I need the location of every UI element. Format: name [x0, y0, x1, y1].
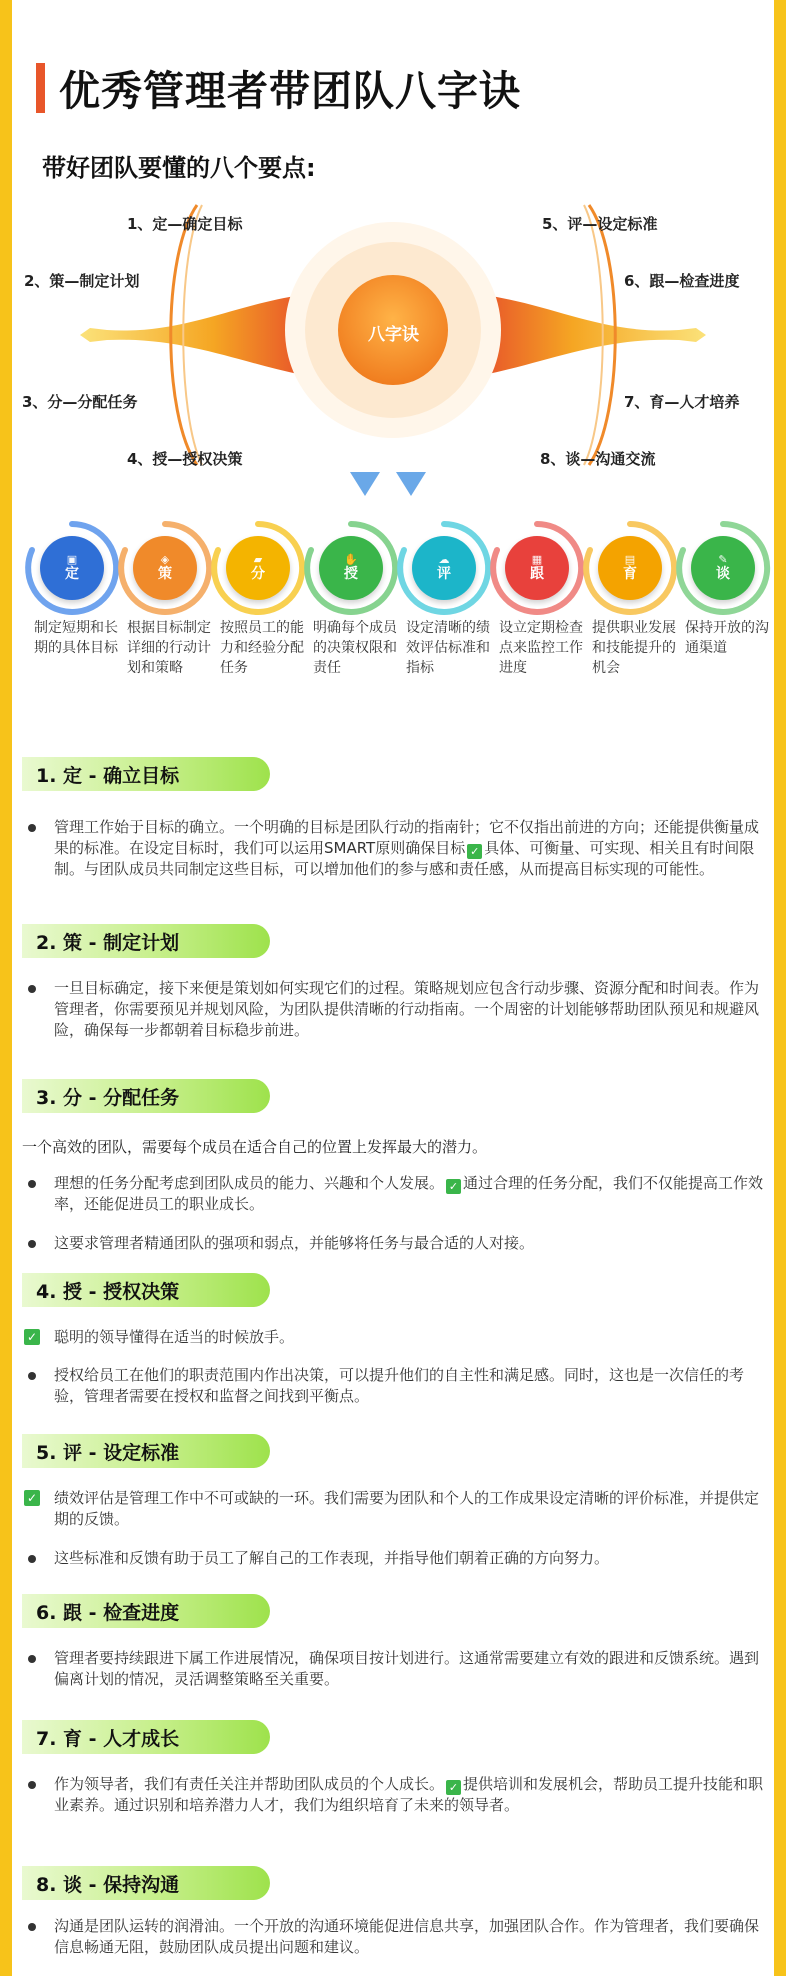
talk-icon: ✎ 谈 — [691, 536, 755, 600]
icon-item-ping — [394, 518, 494, 618]
point-6: 6、跟—检查进度 — [624, 272, 740, 290]
check-icon: ✓ — [446, 1780, 461, 1795]
icon-item-tan — [673, 518, 773, 618]
point-8: 8、谈—沟通交流 — [540, 450, 656, 468]
desc-6: 设立定期检查点来监控工作进度 — [499, 620, 583, 676]
bullet-text: 沟通是团队运转的润滑油。一个开放的沟通环境能促进信息共享，加强团队合作。作为管理者，我们要确保信息畅通无阻，鼓励团队成员提出问题和建议。 — [22, 1916, 770, 1958]
cloud-icon: ☁ 评 — [412, 536, 476, 600]
check-icon: ✓ — [24, 1329, 40, 1345]
section-heading: 8. 谈 - 保持沟通 — [22, 1866, 270, 1900]
point-3: 3、分—分配任务 — [22, 393, 138, 411]
title-block — [36, 58, 521, 117]
grid-icon: ▦ 跟 — [505, 536, 569, 600]
bullet-dot — [28, 1555, 36, 1563]
bullet-dot — [28, 985, 36, 993]
bullet-text: 理想的任务分配考虑到团队成员的能力、兴趣和个人发展。 ✓ 通过合理的任务分配，我们不仅能提高工作效率，还能促进员工的职业成长。 — [22, 1173, 770, 1215]
title-accent-bar — [36, 63, 45, 113]
section-heading: 2. 策 - 制定计划 — [22, 924, 270, 958]
point-2: 2、策—制定计划 — [24, 272, 140, 290]
check-text: ✓ 绩效评估是管理工作中不可或缺的一环。我们需要为团队和个人的工作成果设定清晰的评价标准，并提供定期的反馈。 — [22, 1488, 770, 1530]
center-label: 八字诀 — [368, 325, 419, 345]
eight-points-diagram — [12, 195, 774, 485]
check-text: ✓ 聪明的领导懂得在适当的时候放手。 — [22, 1327, 770, 1348]
icon-item-shou — [301, 518, 401, 618]
left-arrow-shape — [80, 295, 302, 375]
section-heading: 5. 评 - 设定标准 — [22, 1434, 270, 1468]
check-icon: ✓ — [24, 1490, 40, 1506]
bullet-text: 作为领导者，我们有责任关注并帮助团队成员的个人成长。 ✓ 提供培训和发展机会，帮助员工提升技能和职业素养。通过识别和培养潜力人才，我们为组织培育了未来的领导者。 — [22, 1774, 770, 1816]
document-icon: ▣ 定 — [40, 536, 104, 600]
point-7: 7、育—人才培养 — [624, 393, 740, 411]
folder-icon: ▰ 分 — [226, 536, 290, 600]
hand-icon: ✋ 授 — [319, 536, 383, 600]
bullet-text: 管理工作始于目标的确立。一个明确的目标是团队行动的指南针；它不仅指出前进的方向；还能提供衡量成果的标准。在设定目标时，我们可以运用SMART原则确保目标 ✓ 具体、可衡量、可实现、相关且有时间限制。与团队成员共同制定这些目标，可以增加他们的参与感和责任感，从而提高目标实现的可能性。 — [22, 817, 770, 880]
book-icon: ▤ 育 — [598, 536, 662, 600]
section-heading: 3. 分 - 分配任务 — [22, 1079, 270, 1113]
icon-item-yu — [580, 518, 680, 618]
section-heading: 6. 跟 - 检查进度 — [22, 1594, 270, 1628]
bullet-dot — [28, 1655, 36, 1663]
strategy-icon: ◈ 策 — [133, 536, 197, 600]
check-icon: ✓ — [467, 844, 482, 859]
chevron-down-icon — [396, 472, 426, 498]
desc-2: 根据目标制定详细的行动计划和策略 — [127, 620, 211, 676]
desc-3: 按照员工的能力和经验分配任务 — [220, 620, 304, 676]
chevron-down-icon — [350, 472, 380, 498]
bullet-dot — [28, 1372, 36, 1380]
desc-1: 制定短期和长期的具体目标 — [34, 620, 118, 656]
point-1: 1、定—确定目标 — [127, 215, 243, 233]
page-title: 优秀管理者带团队八字诀 — [59, 67, 521, 115]
icon-item-ding — [22, 518, 122, 618]
bullet-text: 一旦目标确定，接下来便是策划如何实现它们的过程。策略规划应包含行动步骤、资源分配和时间表。作为管理者，你需要预见并规划风险，为团队提供清晰的行动指南。一个周密的计划能够帮助团队预见和规避风险，确保每一步都朝着目标稳步前进。 — [22, 978, 770, 1041]
subtitle: 带好团队要懂的八个要点: — [42, 154, 316, 182]
bullet-text: 这些标准和反馈有助于员工了解自己的工作表现，并指导他们朝着正确的方向努力。 — [22, 1548, 770, 1569]
icon-item-gen — [487, 518, 587, 618]
icon-item-fen — [208, 518, 308, 618]
section-heading: 7. 育 - 人才成长 — [22, 1720, 270, 1754]
icon-item-ce — [115, 518, 215, 618]
bullet-text: 授权给员工在他们的职责范围内作出决策，可以提升他们的自主性和满足感。同时，这也是一次信任的考验，管理者需要在授权和监督之间找到平衡点。 — [22, 1365, 770, 1407]
bullet-dot — [28, 824, 36, 832]
check-icon: ✓ — [446, 1179, 461, 1194]
section-heading: 4. 授 - 授权决策 — [22, 1273, 270, 1307]
point-4: 4、授—授权决策 — [127, 450, 243, 468]
bullet-dot — [28, 1240, 36, 1248]
bullet-dot — [28, 1923, 36, 1931]
right-arrow-shape — [484, 295, 706, 375]
bullet-text: 管理者要持续跟进下属工作进展情况，确保项目按计划进行。这通常需要建立有效的跟进和反馈系统。遇到偏离计划的情况，灵活调整策略至关重要。 — [22, 1648, 770, 1690]
bullet-dot — [28, 1781, 36, 1789]
desc-8: 保持开放的沟通渠道 — [685, 620, 769, 656]
bullet-dot — [28, 1180, 36, 1188]
down-chevrons — [350, 472, 426, 498]
lead-text: 一个高效的团队，需要每个成员在适合自己的位置上发挥最大的潜力。 — [22, 1138, 488, 1156]
desc-7: 提供职业发展和技能提升的机会 — [592, 620, 676, 676]
point-5: 5、评—设定标准 — [542, 215, 658, 233]
desc-4: 明确每个成员的决策权限和责任 — [313, 620, 397, 676]
desc-5: 设定清晰的绩效评估标准和指标 — [406, 620, 490, 676]
bullet-text: 这要求管理者精通团队的强项和弱点，并能够将任务与最合适的人对接。 — [22, 1233, 770, 1254]
section-heading: 1. 定 - 确立目标 — [22, 757, 270, 791]
icon-row — [22, 518, 772, 618]
